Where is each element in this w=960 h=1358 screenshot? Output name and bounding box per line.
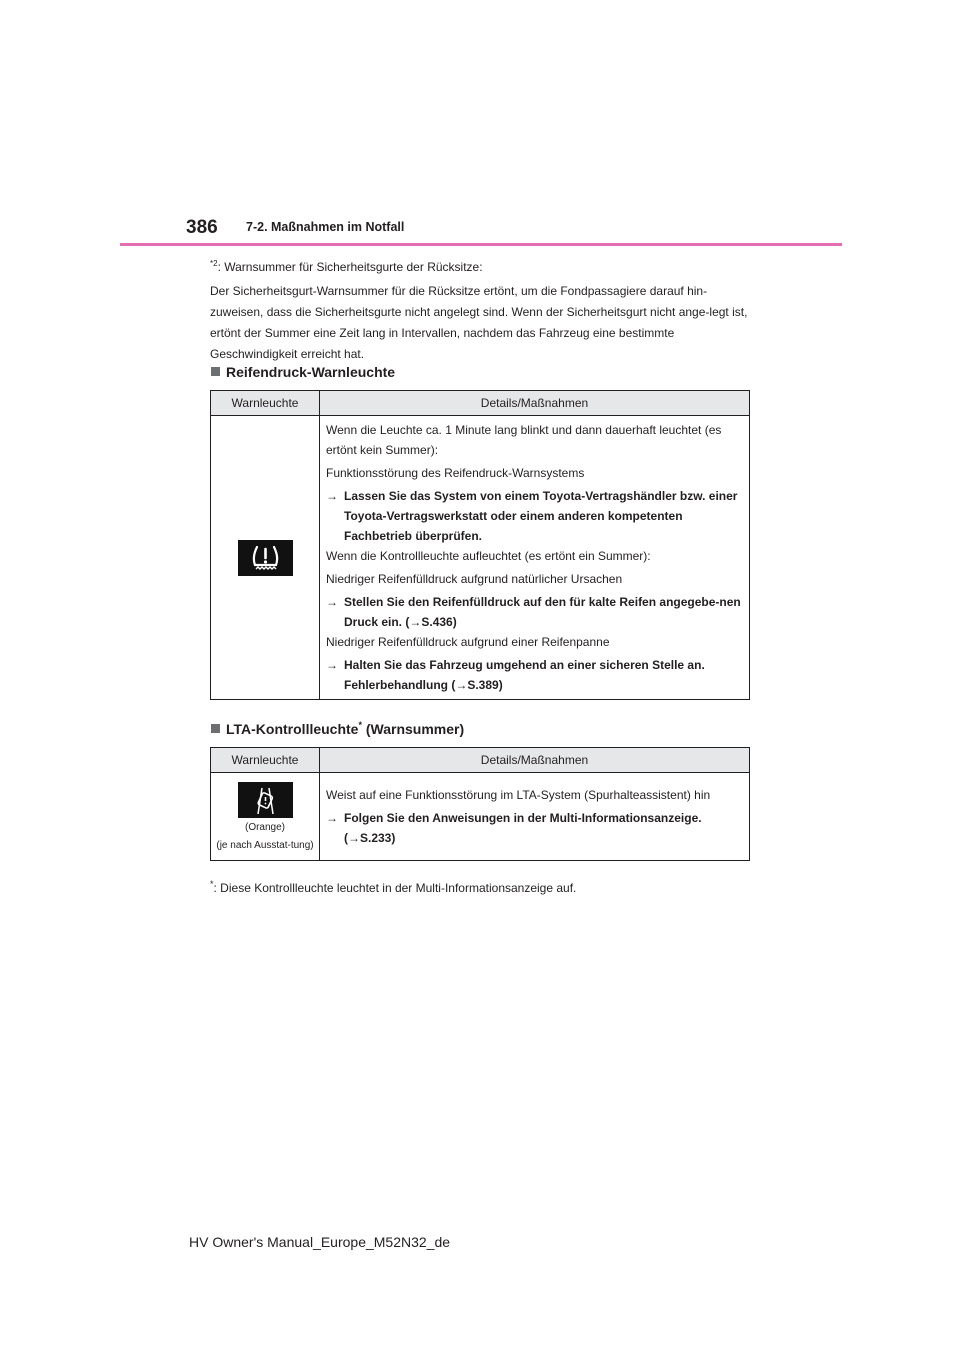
equipment-note: (je nach Ausstat-tung) bbox=[216, 840, 314, 851]
table-header-row bbox=[211, 391, 750, 416]
col-header-warnleuchte: Warnleuchte bbox=[211, 391, 320, 416]
detail-line: Niedriger Reifenfülldruck aufgrund einer Reifenpanne bbox=[326, 635, 610, 649]
lane-tracing-assist-icon bbox=[238, 782, 293, 818]
lta-heading bbox=[211, 720, 464, 737]
arrow-icon: → bbox=[326, 595, 338, 609]
icon-cell bbox=[211, 773, 320, 861]
action-text: Stellen Sie den Reifenfülldruck auf den für kalte Reifen angegebe-nen Druck ein. (→S.436) bbox=[344, 595, 741, 629]
footnote-text: : Warnsummer für Sicherheitsgurte der Rücksitze: bbox=[217, 260, 483, 274]
document-footer: HV Owner's Manual_Europe_M52N32_de bbox=[189, 1234, 451, 1250]
action-line bbox=[326, 486, 743, 546]
color-note: (Orange) bbox=[244, 822, 285, 833]
lta-table bbox=[210, 747, 750, 861]
bullet-square-icon bbox=[211, 367, 220, 376]
table-row bbox=[211, 773, 750, 861]
action-line bbox=[326, 592, 743, 632]
details-cell bbox=[320, 416, 750, 700]
footnote-marker: * bbox=[210, 879, 214, 889]
details-cell bbox=[320, 773, 750, 861]
action-text: Halten Sie das Fahrzeug umgehend an einer sicheren Stelle an. Fehlerbehandlung (→S.389) bbox=[344, 658, 705, 692]
page-number: 386 bbox=[186, 217, 218, 238]
bullet-square-icon bbox=[211, 724, 220, 733]
action-line bbox=[326, 808, 743, 848]
lta-footnote bbox=[210, 879, 576, 895]
heading-suffix: (Warnsummer) bbox=[361, 721, 465, 737]
col-header-details: Details/Maßnahmen bbox=[320, 391, 750, 416]
tire-pressure-warning-icon bbox=[238, 540, 293, 576]
heading-marker: * bbox=[358, 720, 362, 730]
detail-line: Wenn die Kontrollleuchte aufleuchtet (es ertönt ein Summer): bbox=[326, 549, 651, 563]
detail-line: Wenn die Leuchte ca. 1 Minute lang blinkt und dann dauerhaft leuchtet (es ertönt kein Summer): bbox=[326, 423, 722, 457]
detail-line: Funktionsstörung des Reifendruck-Warnsystems bbox=[326, 466, 585, 480]
action-line bbox=[326, 655, 743, 695]
arrow-icon: → bbox=[326, 811, 338, 825]
tire-pressure-table bbox=[210, 390, 750, 700]
icon-cell bbox=[211, 416, 320, 700]
table-header-row bbox=[211, 748, 750, 773]
col-header-details: Details/Maßnahmen bbox=[320, 748, 750, 773]
seatbelt-paragraph: Der Sicherheitsgurt-Warnsummer für die Rücksitze ertönt, um die Fondpassagiere darauf hin-zuweisen, dass die Sicherheitsgurte nicht angelegt sind. Wenn der Sicherheitsgurt nicht ange-legt ist, ertönt der Summer eine Zeit lang in Intervallen, nachdem das Fahrzeug eine bestimmte Geschwindigkeit erreicht hat. bbox=[210, 284, 748, 361]
section-title: 7-2. Maßnahmen im Notfall bbox=[246, 220, 405, 234]
header-rule bbox=[120, 243, 842, 246]
col-header-warnleuchte: Warnleuchte bbox=[211, 748, 320, 773]
table-row bbox=[211, 416, 750, 700]
heading-text: LTA-Kontrollleuchte bbox=[226, 721, 359, 737]
arrow-icon: → bbox=[326, 658, 338, 672]
tire-pressure-heading bbox=[211, 364, 395, 380]
detail-line: Weist auf eine Funktionsstörung im LTA-System (Spurhalteassistent) hin bbox=[326, 788, 711, 802]
action-text: Folgen Sie den Anweisungen in der Multi-Informationsanzeige. (→S.233) bbox=[344, 811, 702, 845]
action-text: Lassen Sie das System von einem Toyota-Vertragshändler bzw. einer Toyota-Vertragswerkstatt oder einem anderen kompetenten Fachbetrieb überprüfen. bbox=[344, 489, 738, 543]
seatbelt-footnote bbox=[210, 256, 755, 275]
footnote-text: : Diese Kontrollleuchte leuchtet in der Multi-Informationsanzeige auf. bbox=[213, 881, 577, 895]
detail-line: Niedriger Reifenfülldruck aufgrund natürlicher Ursachen bbox=[326, 572, 623, 586]
footnote-marker: *2 bbox=[210, 259, 218, 268]
arrow-icon: → bbox=[326, 489, 338, 503]
heading-text: Reifendruck-Warnleuchte bbox=[226, 364, 396, 380]
